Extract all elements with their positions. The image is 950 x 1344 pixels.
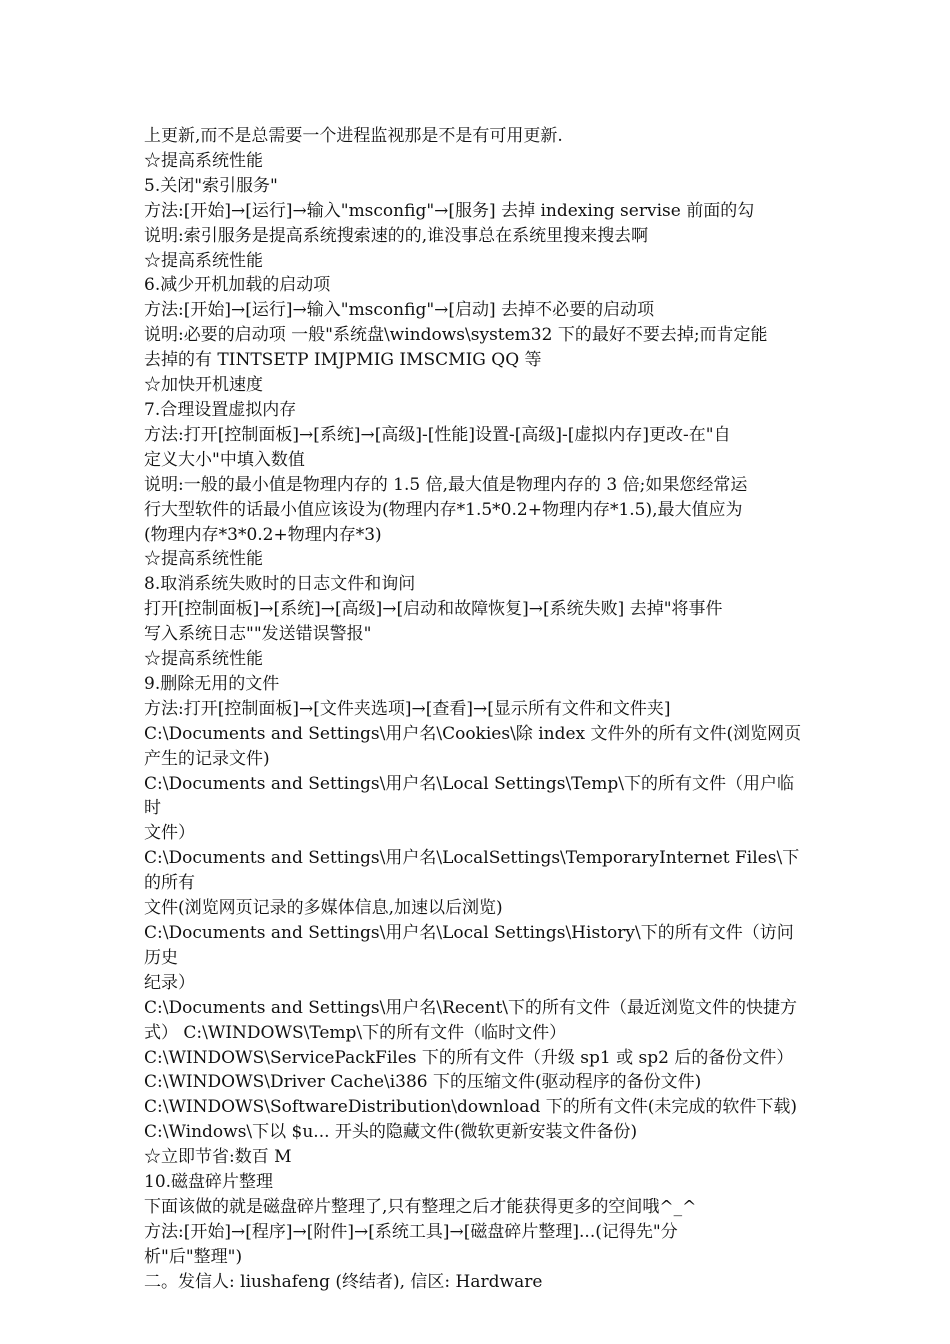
file-path-line: C:\Documents and Settings\用户名\Local Settings\History\下的所有文件（访问历史 <box>144 923 794 968</box>
section-heading: 8.取消系统失败时的日志文件和询问 <box>144 574 416 595</box>
text-line: 说明:一般的最小值是物理内存的 1.5 倍,最大值是物理内存的 3 倍;如果您经常运 <box>144 474 748 495</box>
text-line: 打开[控制面板]→[系统]→[高级]→[启动和故障恢复]→[系统失败] 去掉"将事件 <box>144 599 723 620</box>
text-line: 文件(浏览网页记录的多媒体信息,加速以后浏览) <box>144 898 503 919</box>
star-note-line: ☆提高系统性能 <box>144 250 263 271</box>
star-note-line: ☆立即节省:数百 M <box>144 1147 292 1168</box>
text-line: 方法:[开始]→[运行]→输入"msconfig"→[启动] 去掉不必要的启动项 <box>144 300 655 321</box>
text-line: 写入系统日志""发送错误警报" <box>144 624 372 645</box>
text-line: 方法:[开始]→[运行]→输入"msconfig"→[服务] 去掉 indexing servise 前面的勾 <box>144 200 755 221</box>
text-line: 定义大小"中填入数值 <box>144 449 305 470</box>
text-line: 下面该做的就是磁盘碎片整理了,只有整理之后才能获得更多的空间哦^_^ <box>144 1196 697 1217</box>
file-path-line: C:\Documents and Settings\用户名\Recent\下的所有文件（最近浏览文件的快捷方 <box>144 997 798 1018</box>
file-path-line: C:\Windows\下以 $u... 开头的隐藏文件(微软更新安装文件备份) <box>144 1122 638 1143</box>
post-header-line: 二。发信人: liushafeng (终结者), 信区: Hardware <box>144 1271 543 1292</box>
file-path-line: C:\Documents and Settings\用户名\LocalSettings\TemporaryInternet Files\下的所有 <box>144 848 800 894</box>
section-heading: 6.减少开机加载的启动项 <box>144 275 331 296</box>
text-line: 文件） <box>144 823 195 844</box>
section-heading: 5.关闭"索引服务" <box>144 175 278 196</box>
file-path-line: C:\Documents and Settings\用户名\Local Settings\Temp\下的所有文件（用户临时 <box>144 773 794 819</box>
text-line: 说明:必要的启动项 一般"系统盘\windows\system32 下的最好不要去掉;而肯定能 <box>144 325 768 346</box>
text-line: 方法:打开[控制面板]→[文件夹选项]→[查看]→[显示所有文件和文件夹] <box>144 698 671 719</box>
file-path-line: 式） C:\WINDOWS\Temp\下的所有文件（临时文件） <box>144 1022 567 1043</box>
star-note-line: ☆提高系统性能 <box>144 549 263 570</box>
text-line: 产生的记录文件) <box>144 748 270 769</box>
star-note-line: ☆提高系统性能 <box>144 649 263 670</box>
document-body <box>144 124 808 1295</box>
section-heading: 10.磁盘碎片整理 <box>144 1172 274 1193</box>
text-line: 上更新,而不是总需要一个进程监视那是不是有可用更新. <box>144 126 563 146</box>
file-path-line: C:\WINDOWS\ServicePackFiles 下的所有文件（升级 sp1 或 sp2 后的备份文件） <box>144 1047 794 1068</box>
file-path-line: C:\WINDOWS\SoftwareDistribution\download 下的所有文件(未完成的软件下载) <box>144 1097 797 1118</box>
text-line: 行大型软件的话最小值应该设为(物理内存*1.5*0.2+物理内存*1.5),最大值应为 <box>144 499 743 520</box>
text-line: 去掉的有 TINTSETP IMJPMIG IMSCMIG QQ 等 <box>144 350 542 371</box>
section-heading: 9.删除无用的文件 <box>144 673 280 694</box>
star-note-line: ☆提高系统性能 <box>144 150 263 171</box>
text-line: 纪录） <box>144 972 195 993</box>
star-note-line: ☆加快开机速度 <box>144 375 263 396</box>
text-line: 析"后"整理") <box>144 1246 243 1267</box>
file-path-line: C:\Documents and Settings\用户名\Cookies\除 index 文件外的所有文件(浏览网页 <box>144 723 802 744</box>
text-line: 方法:打开[控制面板]→[系统]→[高级]-[性能]设置-[高级]-[虚拟内存]更改-在"自 <box>144 424 731 445</box>
text-line: 方法:[开始]→[程序]→[附件]→[系统工具]→[磁盘碎片整理]...(记得先"分 <box>144 1221 678 1242</box>
text-line: (物理内存*3*0.2+物理内存*3) <box>144 524 382 545</box>
section-heading: 7.合理设置虚拟内存 <box>144 399 297 420</box>
text-line: 说明:索引服务是提高系统搜索速的的,谁没事总在系统里搜来搜去啊 <box>144 225 649 246</box>
file-path-line: C:\WINDOWS\Driver Cache\i386 下的压缩文件(驱动程序的备份文件) <box>144 1072 702 1093</box>
